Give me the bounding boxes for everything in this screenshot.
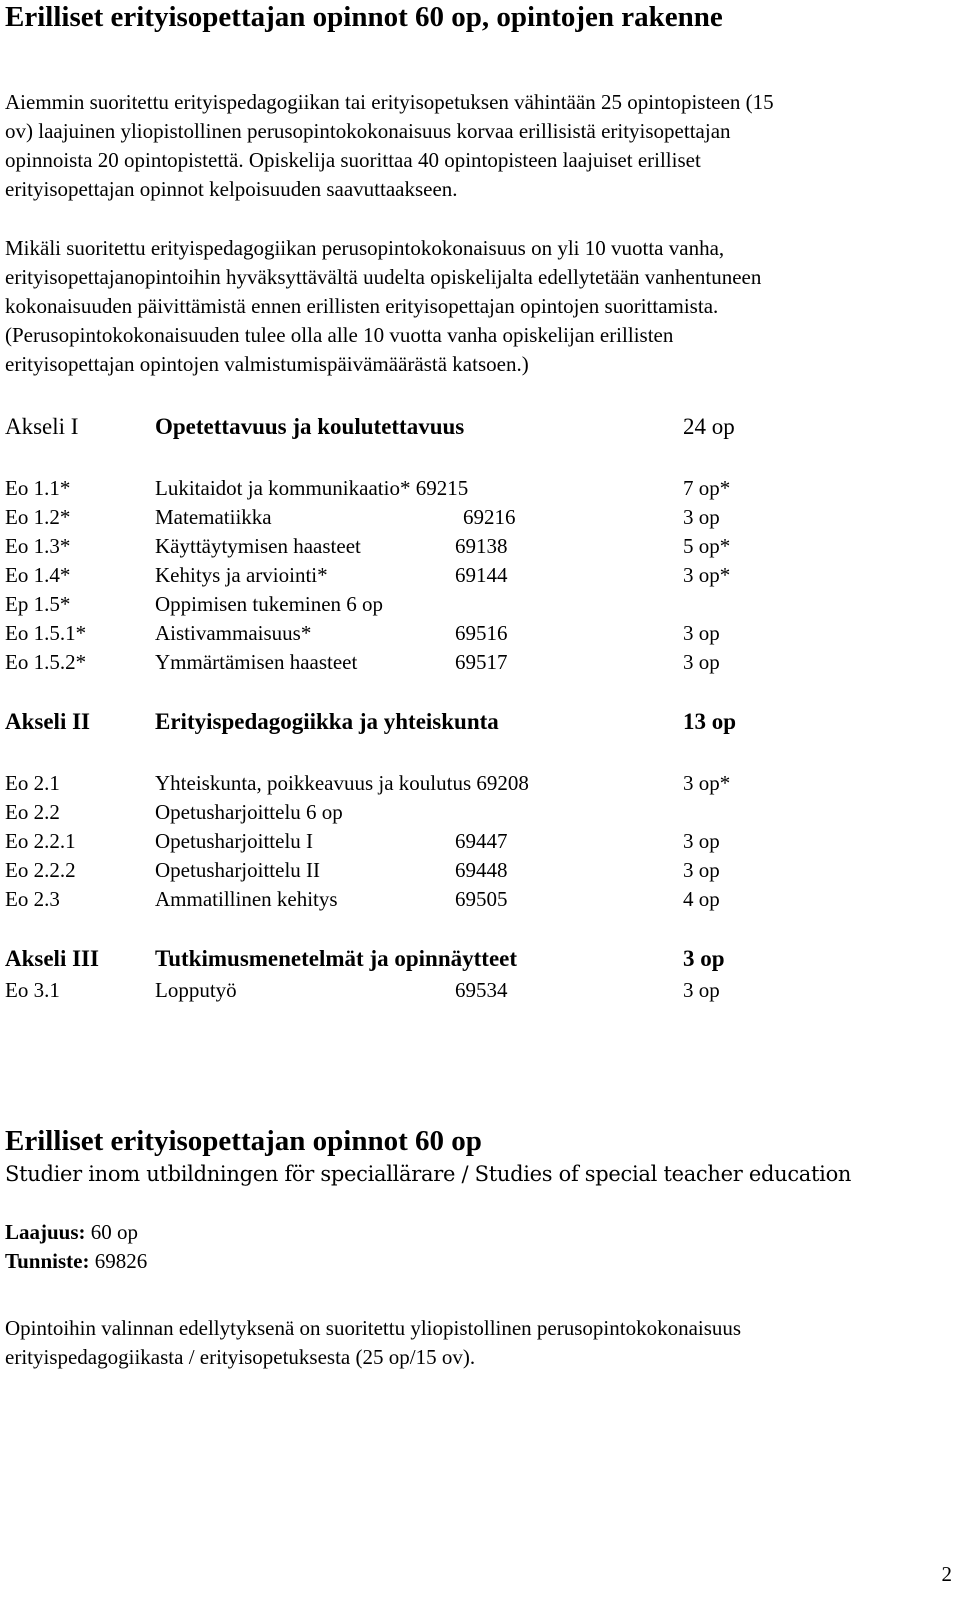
course-row [0, 768, 960, 798]
course-number: 69448 [455, 858, 508, 882]
notice-paragraph [5, 234, 950, 379]
section-title: Erilliset erityisopettajan opinnot 60 op [5, 1125, 482, 1157]
course-code: Eo 3.1 [5, 978, 60, 1002]
course-credits: 3 op [683, 505, 720, 529]
course-credits: 3 op [683, 829, 720, 853]
course-name: Matematiikka [155, 505, 272, 529]
course-code: Eo 1.5.2* [5, 650, 87, 674]
notice-line: Mikäli suoritettu erityispedagogiikan perusopintokokonaisuus on yli 10 vuotta vanha, [5, 236, 725, 260]
intro-paragraph [5, 88, 950, 204]
axis-header [0, 707, 960, 737]
course-credits: 7 op* [683, 476, 731, 500]
notice-line: (Perusopintokokonaisuuden tulee olla alle 10 vuotta vanha opiskelijan erillisten [5, 323, 674, 347]
course-credits: 3 op [683, 858, 720, 882]
axis-credits: 3 op [683, 946, 725, 971]
intro-line: ov) laajuinen yliopistollinen perusopintokokonaisuus korvaa erillisistä erityisopettajan [5, 119, 731, 143]
axis-header [0, 944, 960, 974]
requirement-line: Opintoihin valinnan edellytyksenä on suoritettu yliopistollinen perusopintokokonaisuus [5, 1316, 742, 1340]
course-row [0, 826, 960, 856]
course-name: Opetusharjoittelu 6 op [155, 800, 343, 824]
course-name: Yhteiskunta, poikkeavuus ja koulutus 69208 [155, 771, 529, 795]
axis-credits: 13 op [683, 709, 737, 734]
course-credits: 3 op* [683, 563, 731, 587]
axis-code: Akseli III [5, 946, 99, 971]
page-title: Erilliset erityisopettajan opinnot 60 op, opintojen rakenne [5, 1, 723, 33]
course-credits: 3 op [683, 621, 720, 645]
course-name: Ymmärtämisen haasteet [155, 650, 358, 674]
requirement-line: erityispedagogiikasta / erityisopetuksesta (25 op/15 ov). [5, 1345, 476, 1369]
course-name: Käyttäytymisen haasteet [155, 534, 361, 558]
course-row [0, 531, 960, 561]
course-number: 69517 [455, 650, 508, 674]
axis-header [0, 412, 960, 442]
axis-credits: 24 op [683, 414, 735, 439]
course-number: 69138 [455, 534, 508, 558]
intro-line: opinnoista 20 opintopistettä. Opiskelija suorittaa 40 opintopisteen laajuiset erilliset [5, 148, 701, 172]
axis-name: Opetettavuus ja koulutettavuus [155, 414, 465, 439]
scope-value: 60 op [90, 1220, 139, 1244]
axis-code: Akseli II [5, 709, 90, 734]
intro-line: erityisopettajan opinnot kelpoisuuden saavuttaakseen. [5, 177, 458, 201]
course-name: Oppimisen tukeminen 6 op [155, 592, 384, 616]
course-code: Eo 1.4* [5, 563, 71, 587]
course-code: Eo 1.5.1* [5, 621, 87, 645]
course-row [0, 884, 960, 914]
course-name: Lukitaidot ja kommunikaatio* 69215 [155, 476, 469, 500]
course-row [0, 797, 960, 827]
course-row [0, 855, 960, 885]
section-subtitle: Studier inom utbildningen för speciallärare / Studies of special teacher education [5, 1162, 852, 1186]
course-name: Kehitys ja arviointi* [155, 563, 328, 587]
course-code: Eo 2.2.2 [5, 858, 76, 882]
course-row [0, 502, 960, 532]
course-code: Ep 1.5* [5, 592, 71, 616]
course-row [0, 618, 960, 648]
course-name: Opetusharjoittelu II [155, 858, 321, 882]
course-row [0, 647, 960, 677]
course-row [0, 560, 960, 590]
course-credits: 3 op* [683, 771, 731, 795]
axis-code: Akseli I [5, 414, 79, 439]
course-code: Eo 1.1* [5, 476, 71, 500]
course-number: 69144 [455, 563, 508, 587]
course-credits: 4 op [683, 887, 720, 911]
page-number: 2 [941, 1562, 952, 1586]
course-code: Eo 1.3* [5, 534, 71, 558]
course-name: Aistivammaisuus* [155, 621, 312, 645]
course-name: Lopputyö [155, 978, 237, 1002]
course-number: 69447 [455, 829, 508, 853]
notice-line: erityisopettajan opintojen valmistumispäivämäärästä katsoen.) [5, 352, 529, 376]
id-line [5, 1247, 147, 1275]
course-number: 69505 [455, 887, 508, 911]
scope-label: Laajuus: [5, 1220, 86, 1244]
course-name: Opetusharjoittelu I [155, 829, 314, 853]
course-credits: 3 op [683, 650, 720, 674]
scope-line [5, 1218, 138, 1246]
id-value: 69826 [94, 1249, 148, 1273]
notice-line: erityisopettajanopintoihin hyväksyttävältä uudelta opiskelijalta edellytetään vanhentuneen [5, 265, 762, 289]
intro-line: Aiemmin suoritettu erityispedagogiikan tai erityisopetuksen vähintään 25 opintopisteen (15 [5, 90, 774, 114]
course-credits: 5 op* [683, 534, 731, 558]
course-row [0, 473, 960, 503]
course-credits: 3 op [683, 978, 720, 1002]
course-code: Eo 2.3 [5, 887, 60, 911]
course-name: Ammatillinen kehitys [155, 887, 338, 911]
course-code: Eo 2.2 [5, 800, 60, 824]
course-number: 69516 [455, 621, 508, 645]
course-code: Eo 1.2* [5, 505, 71, 529]
requirement-paragraph [5, 1314, 950, 1372]
course-code: Eo 2.2.1 [5, 829, 76, 853]
axis-name: Erityispedagogiikka ja yhteiskunta [155, 709, 499, 734]
id-label: Tunniste: [5, 1249, 90, 1273]
course-row [0, 589, 960, 619]
course-number: 69534 [455, 978, 508, 1002]
course-number: 69216 [463, 505, 516, 529]
axis-name: Tutkimusmenetelmät ja opinnäytteet [155, 946, 518, 971]
notice-line: kokonaisuuden päivittämistä ennen erillisten erityisopettajan opintojen suorittamista. [5, 294, 719, 318]
course-row [0, 975, 960, 1005]
course-code: Eo 2.1 [5, 771, 60, 795]
